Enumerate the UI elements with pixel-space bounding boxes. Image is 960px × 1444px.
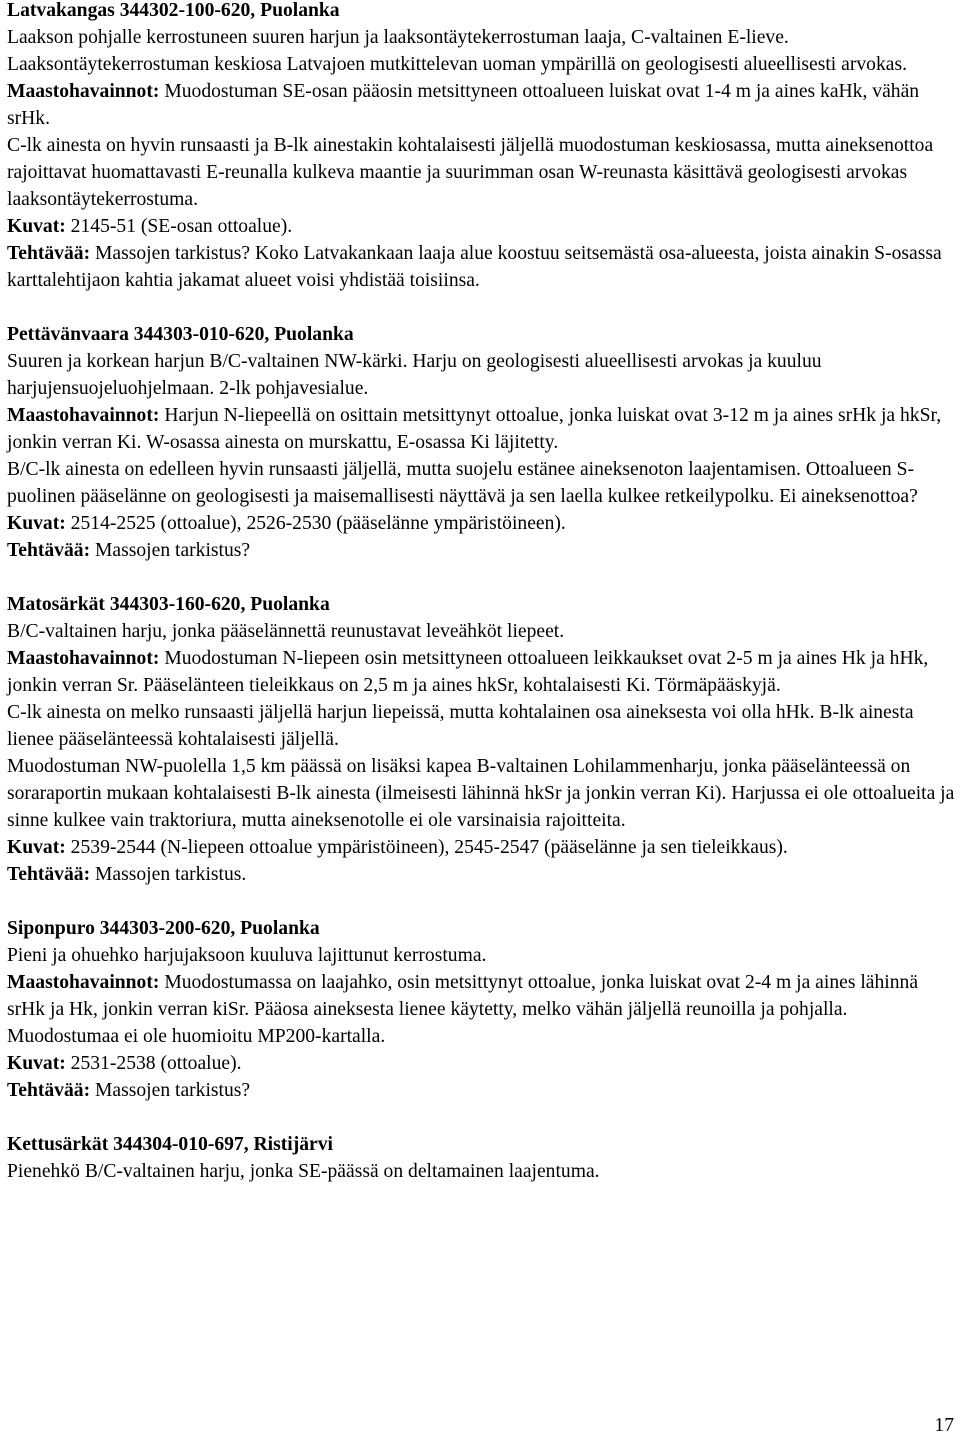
field-observations-text: Muodostuman N-liepeen osin metsittyneen ottoalueen leikkaukset ovat 2-5 m ja aines Hk ja hHk, jonkin verran Sr. Pääselänteen tieleikkaus on 2,5 m ja aines hkSr, kohtalaisesti Ki. Törmäpääskyjä. xyxy=(7,648,929,696)
field-observations-label: Maastohavainnot: xyxy=(7,81,160,102)
field-observations-label: Maastohavainnot: xyxy=(7,405,160,426)
entry-siponpuro xyxy=(7,915,955,1104)
field-observations-label: Maastohavainnot: xyxy=(7,972,160,993)
description-paragraph: Pienehkö B/C-valtainen harju, jonka SE-päässä on deltamainen laajentuma. xyxy=(7,1161,600,1182)
tasks-label: Tehtävää: xyxy=(7,540,91,561)
tasks-text: Massojen tarkistus? xyxy=(90,540,251,561)
resource-paragraph: C-lk ainesta on melko runsaasti jäljellä harjun liepeissä, mutta kohtalainen osa aineksesta voi olla hHk. B-lk ainesta lienee pääselänteessä kohtalaisesti jäljellä. xyxy=(7,702,914,750)
photos-paragraph xyxy=(7,510,955,537)
tasks-label: Tehtävää: xyxy=(7,864,91,885)
field-observations-paragraph xyxy=(7,402,955,456)
tasks-text: Massojen tarkistus. xyxy=(90,864,247,885)
field-observations-paragraph xyxy=(7,645,955,699)
photos-text: 2145-51 (SE-osan ottoalue). xyxy=(65,216,293,237)
additional-paragraph: Muodostuman NW-puolella 1,5 km päässä on lisäksi kapea B-valtainen Lohilammenharju, jonka pääselänteessä on soraraportin mukaan kohtalaisesti B-lk ainesta (ilmeisesti lähinnä hkSr ja jonkin verran Ki). Harjussa ei ole ottoalueita ja sinne kulkee vain traktoriura, mutta aineksenotolle ei ole varsinaisia rajoitteita. xyxy=(7,756,955,831)
entry-title: Pettävänvaara 344303-010-620, Puolanka xyxy=(7,324,354,345)
tasks-label: Tehtävää: xyxy=(7,243,91,264)
photos-paragraph xyxy=(7,1050,955,1077)
photos-label: Kuvat: xyxy=(7,1053,66,1074)
photos-label: Kuvat: xyxy=(7,513,66,534)
field-observations-text: Harjun N-liepeellä on osittain metsittynyt ottoalue, jonka luiskat ovat 3-12 m ja aines srHk ja hkSr, jonkin verran Ki. W-osassa ainesta on murskattu, E-osassa Ki läjitetty. xyxy=(7,405,942,453)
description-paragraph: Laakson pohjalle kerrostuneen suuren harjun ja laaksontäytekerrostuman laaja, C-valtainen E-lieve. Laaksontäytekerrostuman keskiosa Latvajoen mutkittelevan uoman ympärillä on geologisesti alueellisesti arvokas. xyxy=(7,27,907,75)
resource-paragraph: C-lk ainesta on hyvin runsaasti ja B-lk ainestakin kohtalaisesti jäljellä muodostuman keskiosassa, mutta aineksenottoa rajoittavat huomattavasti E-reunalla kulkeva maantie ja suurimman osan W-reunasta käsittävä geologisesti arvokas laaksontäytekerrostuma. xyxy=(7,135,934,210)
page-number: 17 xyxy=(934,1415,954,1436)
field-observations-paragraph xyxy=(7,969,955,1050)
field-observations-label: Maastohavainnot: xyxy=(7,648,160,669)
tasks-label: Tehtävää: xyxy=(7,1080,91,1101)
photos-text: 2531-2538 (ottoalue). xyxy=(65,1053,242,1074)
entry-latvakangas xyxy=(7,0,955,294)
photos-paragraph xyxy=(7,213,955,240)
field-observations-text: Muodostuman SE-osan pääosin metsittyneen ottoalueen luiskat ovat 1-4 m ja aines kaHk, vähän srHk. xyxy=(7,81,920,129)
entry-title: Siponpuro 344303-200-620, Puolanka xyxy=(7,918,320,939)
tasks-text: Massojen tarkistus? Koko Latvakankaan laaja alue koostuu seitsemästä osa-alueesta, joista ainakin S-osassa karttalehtijaon kahtia jakamat alueet voisi yhdistää toisiinsa. xyxy=(7,243,942,291)
entry-pettavanvaara xyxy=(7,321,955,564)
tasks-paragraph xyxy=(7,1077,955,1104)
tasks-paragraph xyxy=(7,537,955,564)
tasks-text: Massojen tarkistus? xyxy=(90,1080,251,1101)
tasks-paragraph xyxy=(7,861,955,888)
photos-label: Kuvat: xyxy=(7,837,66,858)
photos-label: Kuvat: xyxy=(7,216,66,237)
photos-text: 2539-2544 (N-liepeen ottoalue ympäristöineen), 2545-2547 (pääselänne ja sen tieleikkaus). xyxy=(65,837,788,858)
field-observations-text: Muodostumassa on laajahko, osin metsittynyt ottoalue, jonka luiskat ovat 2-4 m ja aines lähinnä srHk ja Hk, jonkin verran kiSr. Pääosa aineksesta lienee käytetty, melko vähän jäljellä reunoilla ja pohjalla. Muodostumaa ei ole huomioitu MP200-kartalla. xyxy=(7,972,919,1047)
document-page xyxy=(7,0,955,1212)
entry-matosarkat xyxy=(7,591,955,888)
field-observations-paragraph xyxy=(7,78,955,132)
photos-paragraph xyxy=(7,834,955,861)
entry-kettusarkat xyxy=(7,1131,955,1185)
tasks-paragraph xyxy=(7,240,955,294)
photos-text: 2514-2525 (ottoalue), 2526-2530 (pääselänne ympäristöineen). xyxy=(65,513,566,534)
description-paragraph: Pieni ja ohuehko harjujaksoon kuuluva lajittunut kerrostuma. xyxy=(7,945,487,966)
description-paragraph: B/C-valtainen harju, jonka pääselännettä reunustavat leveähköt liepeet. xyxy=(7,621,565,642)
entry-title: Kettusärkät 344304-010-697, Ristijärvi xyxy=(7,1134,333,1155)
entry-title: Latvakangas 344302-100-620, Puolanka xyxy=(7,0,340,21)
resource-paragraph: B/C-lk ainesta on edelleen hyvin runsaasti jäljellä, mutta suojelu estänee aineksenoton laajentamisen. Ottoalueen S-puolinen pääselänne on geologisesti ja maisemallisesti näyttävä ja sen laella kulkee retkeilypolku. Ei aineksenottoa? xyxy=(7,459,918,507)
description-paragraph: Suuren ja korkean harjun B/C-valtainen NW-kärki. Harju on geologisesti alueellisesti arvokas ja kuuluu harjujensuojeluohjelmaan. 2-lk pohjavesialue. xyxy=(7,351,822,399)
entry-title: Matosärkät 344303-160-620, Puolanka xyxy=(7,594,330,615)
